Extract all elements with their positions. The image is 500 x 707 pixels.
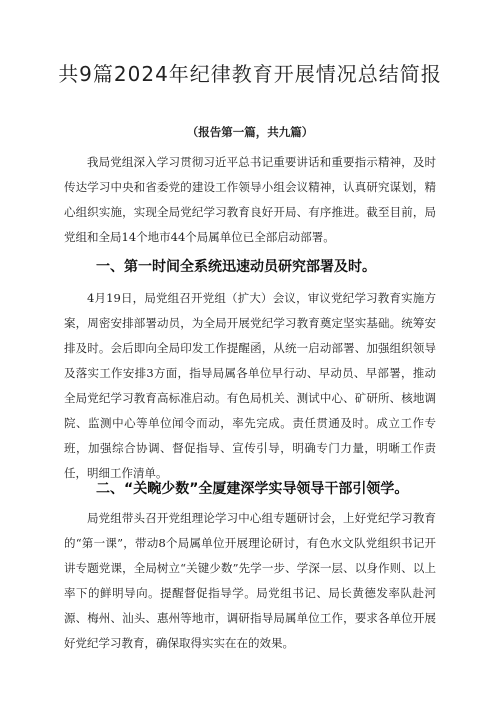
document-subtitle: （报告第一篇，共九篇） xyxy=(186,125,314,139)
section-2-paragraph: 局党组带头召开党组理论学习中心组专题研讨会，上好党纪学习教育的“第一课”，带动8个局属单位开展理论研讨，有色水文队党组织书记开讲专题党课，全局树立“关键少数”先学一步、学深一层、以身作则、以上率下的鲜明导向。提醒督促指导学。局党组书记、局长黄德发率队赴河源、梅州、汕头、惠州等地市，调研指导局属单位工作，要求各单位开展好党纪学习教育，确保取得实实在在的效果。 xyxy=(64,511,436,650)
section-heading-1: 一、第一时间全系统迅速动员研究部署及时。 xyxy=(96,259,376,275)
section-heading-2: 二、“关畹少数”全厦建深学实导领导干部引领学。 xyxy=(96,481,409,497)
document-title: 共9篇2024年纪律教育开展情况总结简报 xyxy=(58,62,442,86)
section-1-paragraph: 4月19日，局党组召开党组（扩大）会议，审议党纪学习教育实施方案，周密安排部署动员，为全局开展党纪学习教育奠定坚实基础。统筹安排及时。会后即向全局印发工作提醒函，从统一启动部署、加强组织领导及落实工作安排3方面，指导局属各单位早行动、早动员、早部署，推动全局党纪学习教育高标准启动。有色局机关、测试中心、矿研所、核地调院、监测中心等单位闻令而动，率先完成。责任贯通及时。成立工作专班，加强综合协调、督促指导、宣传引导，明确专门力量，明晰工作责任，明细工作清单。 xyxy=(64,291,436,480)
intro-paragraph: 我局党组深入学习贯彻习近平总书记重要讲话和重要指示精神，及时传达学习中央和省委党的建设工作领导小组会议精神，认真研究谋划，精心组织实施，实现全局党纪学习教育良好开局、有序推进。截至目前，局党组和全局14个地市44个局属单位已全部启动部署。 xyxy=(64,155,436,244)
